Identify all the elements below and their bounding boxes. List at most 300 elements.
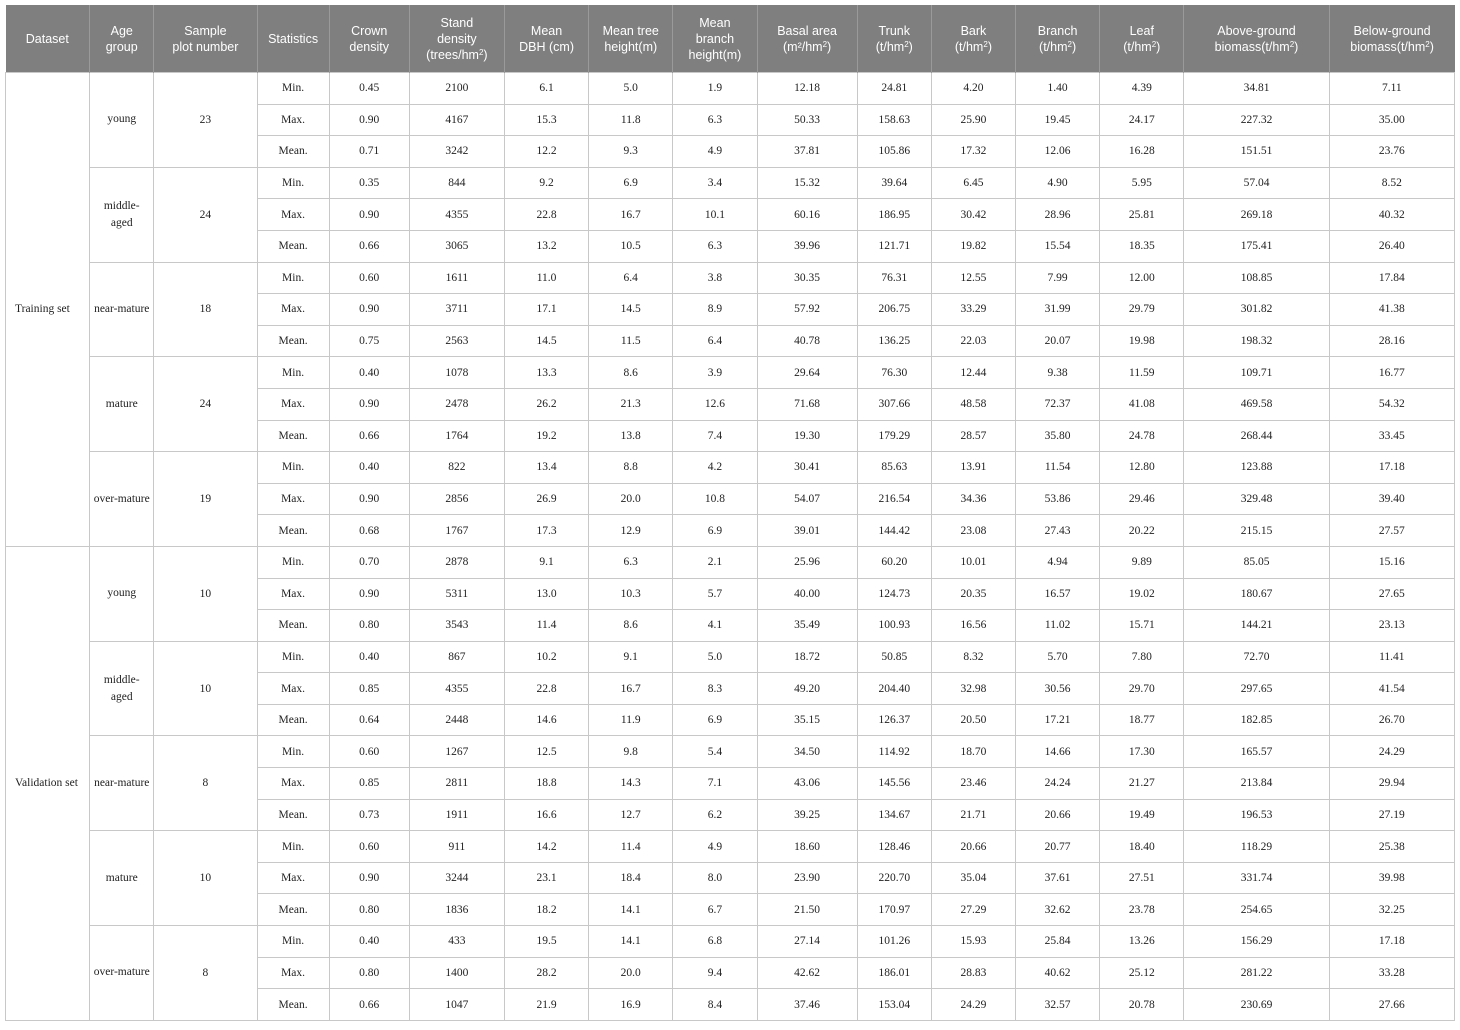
column-header-unit-close: ) (483, 47, 488, 62)
table-cell: 72.37 (1016, 388, 1100, 420)
column-header (757, 5, 857, 73)
table-cell: 0.90 (329, 862, 409, 894)
table-cell: 23.76 (1329, 136, 1454, 168)
table-cell: 6.2 (673, 799, 757, 831)
table-cell: 281.22 (1184, 957, 1329, 989)
table-cell: 19.30 (757, 420, 857, 452)
table-cell: 14.2 (504, 831, 588, 863)
statistic-label: Min. (257, 167, 329, 199)
table-cell: 23.46 (931, 768, 1015, 800)
column-header-unit-close: ) (908, 39, 913, 54)
table-cell: 9.4 (673, 957, 757, 989)
table-row (6, 736, 1455, 768)
table-cell: 227.32 (1184, 104, 1329, 136)
table-cell: 0.80 (329, 610, 409, 642)
table-cell: 4.94 (1016, 546, 1100, 578)
table-cell: 12.44 (931, 357, 1015, 389)
table-cell: 0.85 (329, 673, 409, 705)
table-cell: 57.04 (1184, 167, 1329, 199)
table-cell: 40.62 (1016, 957, 1100, 989)
table-cell: 76.31 (857, 262, 931, 294)
table-cell: 14.1 (589, 894, 673, 926)
table-cell: 5.95 (1100, 167, 1184, 199)
table-cell: 230.69 (1184, 989, 1329, 1021)
column-header-unit: (trees/hm (426, 47, 479, 62)
unit-exponent: 2 (1289, 39, 1295, 49)
statistic-label: Min. (257, 736, 329, 768)
table-cell: 60.16 (757, 199, 857, 231)
table-cell: 6.8 (673, 926, 757, 958)
table-cell: 8.8 (589, 452, 673, 484)
table-cell: 3065 (409, 230, 504, 262)
table-cell: 3.4 (673, 167, 757, 199)
table-cell: 34.36 (931, 483, 1015, 515)
table-cell: 1611 (409, 262, 504, 294)
table-cell: 1047 (409, 989, 504, 1021)
table-cell: 72.70 (1184, 641, 1329, 673)
table-cell: 3711 (409, 294, 504, 326)
table-cell: 186.95 (857, 199, 931, 231)
table-cell: 12.5 (504, 736, 588, 768)
table-cell: 114.92 (857, 736, 931, 768)
table-cell: 6.9 (589, 167, 673, 199)
column-header-unit: (t/hm (1123, 39, 1152, 54)
table-cell: 204.40 (857, 673, 931, 705)
table-cell: 469.58 (1184, 388, 1329, 420)
table-cell: 8.32 (931, 641, 1015, 673)
table-cell: 3244 (409, 862, 504, 894)
table-row (6, 167, 1455, 199)
table-cell: 179.29 (857, 420, 931, 452)
table-cell: 24.29 (1329, 736, 1454, 768)
table-cell: 0.60 (329, 736, 409, 768)
table-cell: 0.80 (329, 894, 409, 926)
table-cell: 32.57 (1016, 989, 1100, 1021)
table-cell: 16.7 (589, 199, 673, 231)
table-cell: 20.0 (589, 483, 673, 515)
table-cell: 33.28 (1329, 957, 1454, 989)
table-cell: 40.32 (1329, 199, 1454, 231)
table-cell: 3.9 (673, 357, 757, 389)
table-cell: 136.25 (857, 325, 931, 357)
sample-plot-number: 24 (154, 167, 257, 262)
table-cell: 11.41 (1329, 641, 1454, 673)
table-cell: 0.90 (329, 578, 409, 610)
table-cell: 145.56 (857, 768, 931, 800)
table-cell: 22.03 (931, 325, 1015, 357)
table-cell: 17.84 (1329, 262, 1454, 294)
table-cell: 6.1 (504, 73, 588, 105)
statistic-label: Min. (257, 641, 329, 673)
table-cell: 5.0 (589, 73, 673, 105)
table-cell: 49.20 (757, 673, 857, 705)
column-header-label: Branch (1037, 23, 1078, 38)
statistic-label: Mean. (257, 894, 329, 926)
table-row (6, 73, 1455, 105)
column-header-label: Crown (351, 23, 388, 38)
table-cell: 25.12 (1100, 957, 1184, 989)
table-cell: 12.9 (589, 515, 673, 547)
column-header-label: DBH (cm) (519, 39, 574, 54)
column-header (589, 5, 673, 73)
table-cell: 0.90 (329, 294, 409, 326)
sample-plot-number: 8 (154, 736, 257, 831)
column-header (1184, 5, 1329, 73)
table-cell: 11.0 (504, 262, 588, 294)
table-cell: 153.04 (857, 989, 931, 1021)
table-cell: 12.06 (1016, 136, 1100, 168)
table-cell: 3.8 (673, 262, 757, 294)
table-row (6, 262, 1455, 294)
table-cell: 5.7 (673, 578, 757, 610)
statistic-label: Max. (257, 104, 329, 136)
table-cell: 10.3 (589, 578, 673, 610)
column-header-label: Leaf (1129, 23, 1154, 38)
table-cell: 105.86 (857, 136, 931, 168)
table-cell: 26.2 (504, 388, 588, 420)
table-cell: 32.62 (1016, 894, 1100, 926)
table-cell: 10.1 (673, 199, 757, 231)
statistic-label: Mean. (257, 989, 329, 1021)
table-cell: 0.66 (329, 989, 409, 1021)
table-cell: 0.90 (329, 388, 409, 420)
table-cell: 24.24 (1016, 768, 1100, 800)
table-cell: 39.25 (757, 799, 857, 831)
statistic-label: Max. (257, 294, 329, 326)
table-cell: 158.63 (857, 104, 931, 136)
table-cell: 911 (409, 831, 504, 863)
table-cell: 175.41 (1184, 230, 1329, 262)
table-cell: 18.70 (931, 736, 1015, 768)
table-cell: 24.29 (931, 989, 1015, 1021)
dataset-section (6, 73, 1455, 547)
table-cell: 14.66 (1016, 736, 1100, 768)
table-cell: 33.29 (931, 294, 1015, 326)
table-cell: 25.84 (1016, 926, 1100, 958)
table-cell: 2100 (409, 73, 504, 105)
table-cell: 40.78 (757, 325, 857, 357)
table-cell: 307.66 (857, 388, 931, 420)
table-cell: 216.54 (857, 483, 931, 515)
age-group: near-mature (90, 262, 154, 357)
table-cell: 28.2 (504, 957, 588, 989)
table-cell: 3543 (409, 610, 504, 642)
table-cell: 6.3 (673, 104, 757, 136)
table-cell: 26.9 (504, 483, 588, 515)
table-cell: 16.6 (504, 799, 588, 831)
table-cell: 0.70 (329, 546, 409, 578)
table-cell: 433 (409, 926, 504, 958)
table-cell: 9.1 (504, 546, 588, 578)
table-cell: 18.2 (504, 894, 588, 926)
table-cell: 12.80 (1100, 452, 1184, 484)
table-cell: 20.07 (1016, 325, 1100, 357)
table-cell: 844 (409, 167, 504, 199)
table-cell: 53.86 (1016, 483, 1100, 515)
column-header (154, 5, 257, 73)
table-cell: 85.63 (857, 452, 931, 484)
column-header-unit-close: ) (1156, 39, 1161, 54)
table-cell: 0.35 (329, 167, 409, 199)
statistic-label: Max. (257, 483, 329, 515)
table-cell: 32.25 (1329, 894, 1454, 926)
unit-exponent: 2 (1067, 39, 1072, 49)
statistic-label: Mean. (257, 515, 329, 547)
table-cell: 19.5 (504, 926, 588, 958)
table-cell: 4.39 (1100, 73, 1184, 105)
table-cell: 5.0 (673, 641, 757, 673)
table-cell: 128.46 (857, 831, 931, 863)
table-cell: 35.00 (1329, 104, 1454, 136)
table-cell: 27.57 (1329, 515, 1454, 547)
table-cell: 13.3 (504, 357, 588, 389)
table-cell: 170.97 (857, 894, 931, 926)
table-cell: 0.90 (329, 199, 409, 231)
table-cell: 39.96 (757, 230, 857, 262)
table-header (6, 5, 1455, 73)
column-header (90, 5, 154, 73)
column-header-label: density (349, 39, 390, 54)
table-cell: 7.4 (673, 420, 757, 452)
table-cell: 11.5 (589, 325, 673, 357)
table-cell: 0.40 (329, 452, 409, 484)
table-cell: 165.57 (1184, 736, 1329, 768)
table-cell: 4.90 (1016, 167, 1100, 199)
table-cell: 27.65 (1329, 578, 1454, 610)
table-cell: 0.40 (329, 641, 409, 673)
column-header-label: Trunk (878, 23, 911, 38)
column-header-label: Mean (699, 15, 731, 30)
table-cell: 8.6 (589, 357, 673, 389)
table-cell: 14.6 (504, 704, 588, 736)
column-header (1016, 5, 1100, 73)
table-cell: 269.18 (1184, 199, 1329, 231)
table-cell: 118.29 (1184, 831, 1329, 863)
table-cell: 15.54 (1016, 230, 1100, 262)
table-cell: 6.4 (673, 325, 757, 357)
table-cell: 5.70 (1016, 641, 1100, 673)
table-cell: 23.1 (504, 862, 588, 894)
table-cell: 25.81 (1100, 199, 1184, 231)
table-cell: 23.78 (1100, 894, 1184, 926)
table-cell: 9.2 (504, 167, 588, 199)
statistic-label: Min. (257, 546, 329, 578)
table-cell: 12.2 (504, 136, 588, 168)
sample-plot-number: 8 (154, 926, 257, 1021)
table-cell: 196.53 (1184, 799, 1329, 831)
table-cell: 0.71 (329, 136, 409, 168)
table-cell: 121.71 (857, 230, 931, 262)
table-cell: 11.8 (589, 104, 673, 136)
statistic-label: Min. (257, 73, 329, 105)
statistic-label: Mean. (257, 704, 329, 736)
age-group: mature (90, 831, 154, 926)
table-cell: 134.67 (857, 799, 931, 831)
table-cell: 2811 (409, 768, 504, 800)
table-cell: 35.15 (757, 704, 857, 736)
table-cell: 39.64 (857, 167, 931, 199)
table-cell: 19.98 (1100, 325, 1184, 357)
statistic-label: Mean. (257, 325, 329, 357)
column-header-unit: (t/hm (1039, 39, 1068, 54)
table-cell: 8.0 (673, 862, 757, 894)
table-cell: 101.26 (857, 926, 931, 958)
column-header (931, 5, 1015, 73)
table-row (6, 546, 1455, 578)
table-cell: 12.55 (931, 262, 1015, 294)
column-header-unit-close: ) (1429, 39, 1434, 54)
table-cell: 254.65 (1184, 894, 1329, 926)
table-cell: 23.08 (931, 515, 1015, 547)
table-cell: 15.3 (504, 104, 588, 136)
table-cell: 1836 (409, 894, 504, 926)
table-cell: 27.14 (757, 926, 857, 958)
statistic-label: Max. (257, 862, 329, 894)
statistic-label: Max. (257, 957, 329, 989)
table-container (5, 5, 1455, 1021)
table-cell: 76.30 (857, 357, 931, 389)
table-cell: 29.64 (757, 357, 857, 389)
statistic-label: Mean. (257, 799, 329, 831)
table-cell: 0.73 (329, 799, 409, 831)
table-cell: 71.68 (757, 388, 857, 420)
table-cell: 15.32 (757, 167, 857, 199)
table-cell: 37.61 (1016, 862, 1100, 894)
table-cell: 11.4 (589, 831, 673, 863)
statistic-label: Mean. (257, 610, 329, 642)
table-cell: 8.4 (673, 989, 757, 1021)
table-cell: 34.81 (1184, 73, 1329, 105)
table-cell: 4.2 (673, 452, 757, 484)
table-cell: 25.96 (757, 546, 857, 578)
table-cell: 10.8 (673, 483, 757, 515)
table-cell: 42.62 (757, 957, 857, 989)
table-cell: 23.90 (757, 862, 857, 894)
table-cell: 25.38 (1329, 831, 1454, 863)
table-cell: 7.80 (1100, 641, 1184, 673)
unit-exponent: 2 (1425, 39, 1430, 49)
table-cell: 18.4 (589, 862, 673, 894)
table-cell: 20.66 (1016, 799, 1100, 831)
table-cell: 39.01 (757, 515, 857, 547)
table-cell: 108.85 (1184, 262, 1329, 294)
table-cell: 4.9 (673, 831, 757, 863)
table-cell: 0.64 (329, 704, 409, 736)
table-cell: 27.51 (1100, 862, 1184, 894)
table-cell: 54.07 (757, 483, 857, 515)
table-cell: 24.78 (1100, 420, 1184, 452)
table-cell: 109.71 (1184, 357, 1329, 389)
table-cell: 29.46 (1100, 483, 1184, 515)
table-cell: 1.9 (673, 73, 757, 105)
table-cell: 13.26 (1100, 926, 1184, 958)
table-cell: 7.1 (673, 768, 757, 800)
column-header-unit-close: ) (1294, 39, 1299, 54)
column-header-label: Sample (184, 23, 227, 38)
table-cell: 0.40 (329, 926, 409, 958)
table-cell: 10.2 (504, 641, 588, 673)
table-cell: 21.3 (589, 388, 673, 420)
table-cell: 0.66 (329, 230, 409, 262)
column-header-label: Basal area (777, 23, 837, 38)
table-cell: 10.01 (931, 546, 1015, 578)
dataset-name: Training set (6, 73, 90, 547)
table-cell: 27.43 (1016, 515, 1100, 547)
table-cell: 331.74 (1184, 862, 1329, 894)
table-row (6, 357, 1455, 389)
unit-exponent: 2 (904, 39, 909, 49)
table-cell: 18.8 (504, 768, 588, 800)
table-cell: 39.40 (1329, 483, 1454, 515)
table-cell: 24.17 (1100, 104, 1184, 136)
table-cell: 4355 (409, 673, 504, 705)
table-cell: 0.68 (329, 515, 409, 547)
table-cell: 144.21 (1184, 610, 1329, 642)
table-cell: 12.00 (1100, 262, 1184, 294)
table-cell: 35.49 (757, 610, 857, 642)
table-cell: 27.66 (1329, 989, 1454, 1021)
table-cell: 11.9 (589, 704, 673, 736)
column-header-unit: (t/hm (954, 39, 984, 54)
column-header-label: Above-ground (1217, 23, 1296, 38)
table-cell: 28.57 (931, 420, 1015, 452)
table-cell: 27.29 (931, 894, 1015, 926)
table-cell: 41.54 (1329, 673, 1454, 705)
table-cell: 20.22 (1100, 515, 1184, 547)
table-cell: 0.85 (329, 768, 409, 800)
table-cell: 18.72 (757, 641, 857, 673)
table-cell: 9.8 (589, 736, 673, 768)
table-cell: 11.02 (1016, 610, 1100, 642)
table-row (6, 926, 1455, 958)
column-header-unit-close: ) (1071, 39, 1077, 54)
biomass-statistics-table (5, 5, 1455, 1021)
table-cell: 57.92 (757, 294, 857, 326)
table-cell: 29.94 (1329, 768, 1454, 800)
table-cell: 18.35 (1100, 230, 1184, 262)
sample-plot-number: 19 (154, 452, 257, 547)
table-cell: 1078 (409, 357, 504, 389)
statistic-label: Min. (257, 452, 329, 484)
unit-exponent: 2 (822, 39, 828, 49)
table-cell: 21.71 (931, 799, 1015, 831)
table-cell: 100.93 (857, 610, 931, 642)
table-cell: 23.13 (1329, 610, 1454, 642)
table-cell: 17.30 (1100, 736, 1184, 768)
table-cell: 26.70 (1329, 704, 1454, 736)
table-cell: 37.46 (757, 989, 857, 1021)
table-cell: 10.5 (589, 230, 673, 262)
column-header-label: Age (110, 23, 133, 38)
sample-plot-number: 10 (154, 831, 257, 926)
column-header-label: density (437, 31, 477, 46)
age-group: middle-aged (90, 167, 154, 262)
table-cell: 182.85 (1184, 704, 1329, 736)
table-cell: 15.71 (1100, 610, 1184, 642)
table-cell: 50.33 (757, 104, 857, 136)
dataset-section (6, 546, 1455, 1020)
header-row (6, 5, 1455, 73)
column-header (1100, 5, 1184, 73)
table-cell: 30.42 (931, 199, 1015, 231)
table-cell: 16.7 (589, 673, 673, 705)
table-cell: 2.1 (673, 546, 757, 578)
table-cell: 14.3 (589, 768, 673, 800)
table-cell: 6.7 (673, 894, 757, 926)
column-header-label: Dataset (25, 31, 69, 46)
table-cell: 16.28 (1100, 136, 1184, 168)
table-cell: 13.2 (504, 230, 588, 262)
